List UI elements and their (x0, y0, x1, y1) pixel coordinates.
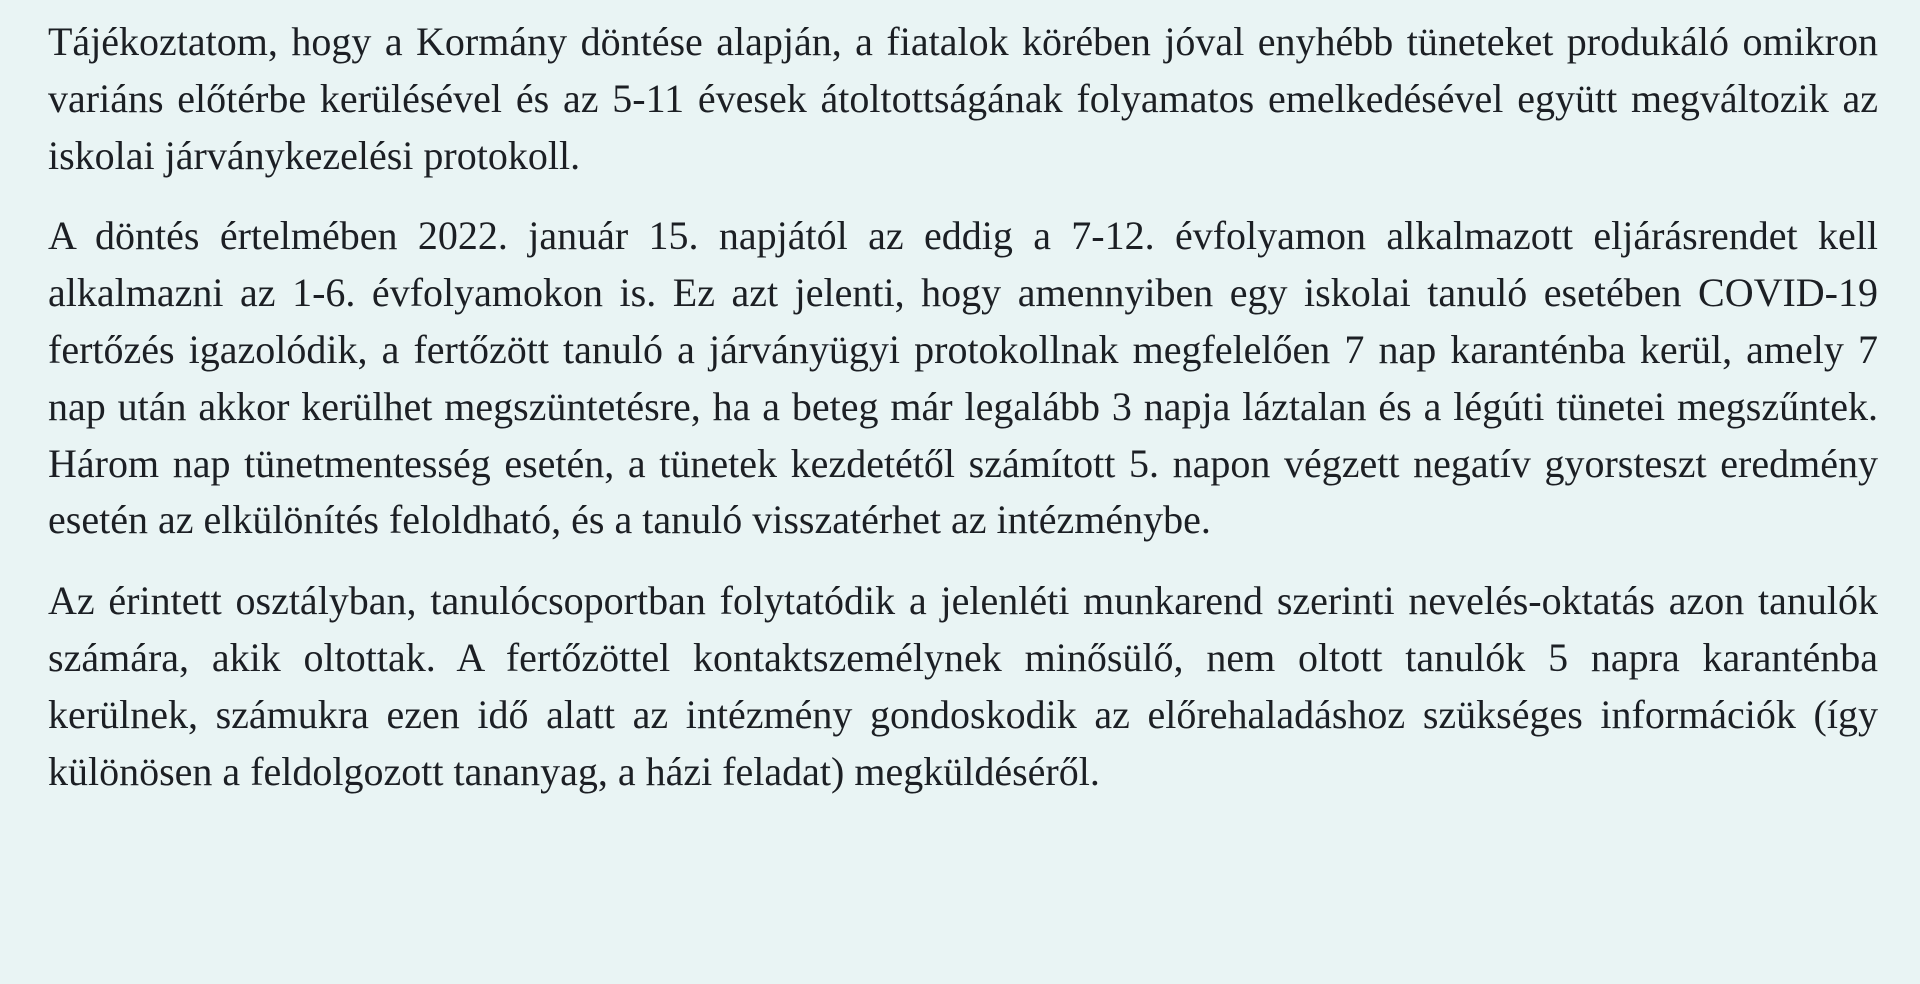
paragraph-decision: A döntés értelmében 2022. január 15. napjától az eddig a 7-12. évfolyamon alkalmazott eljárásrendet kell alkalmazni az 1-6. évfolyamokon is. Ez azt jelenti, hogy amennyiben egy iskolai tanuló esetében COVID-19 fertőzés igazolódik, a fertőzött tanuló a járványügyi protokollnak megfelelően 7 nap karanténba kerül, amely 7 nap után akkor kerülhet megszüntetésre, ha a beteg már legalább 3 napja láztalan és a légúti tünetei megszűntek. Három nap tünetmentesség esetén, a tünetek kezdetétől számított 5. napon végzett negatív gyorsteszt eredmény esetén az elkülönítés feloldható, és a tanuló visszatérhet az intézménybe. (48, 213, 1878, 543)
paragraph-class-rules: Az érintett osztályban, tanulócsoportban folytatódik a jelenléti munkarend szerinti nevelés-oktatás azon tanulók számára, akik oltottak. A fertőzöttel kontaktszemélynek minősülő, nem oltott tanulók 5 napra karanténba kerülnek, számukra ezen idő alatt az intézmény gondoskodik az előrehaladáshoz szükséges információk (így különösen a feldolgozott tananyag, a házi feladat) megküldéséről. (48, 578, 1878, 794)
paragraph-intro: Tájékoztatom, hogy a Kormány döntése alapján, a fiatalok körében jóval enyhébb tüneteket produkáló omikron variáns előtérbe kerülésével és az 5-11 évesek átoltottságának folyamatos emelkedésével együtt megváltozik az iskolai járványkezelési protokoll. (48, 19, 1878, 178)
